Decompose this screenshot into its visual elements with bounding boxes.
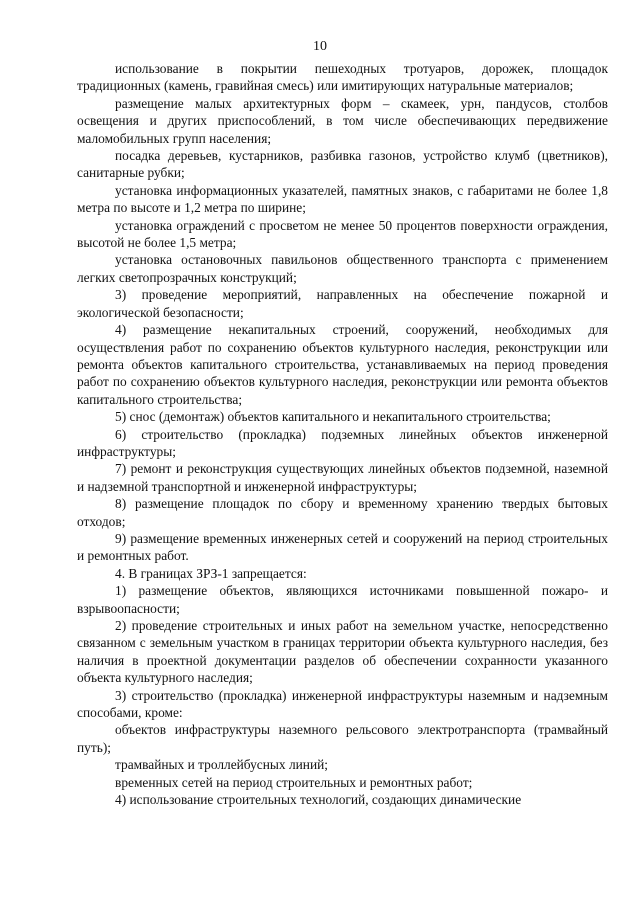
paragraph: трамвайных и троллейбусных линий; — [115, 757, 329, 773]
body-text — [77, 60, 608, 808]
paragraph: 7) ремонт и реконструкция существующих линейных объектов подземной, наземной и надземной транспортной и инженерной инфраструктуры; — [77, 461, 608, 494]
paragraph: установка остановочных павильонов общественного транспорта с применением легких светопрозрачных конструкций; — [77, 252, 608, 285]
paragraph: 4) размещение некапитальных строений, сооружений, необходимых для осуществления работ по сохранению объектов культурного наследия, реконструкции или ремонта объектов капитального строительства, устанавливаемых на период проведения работ по сохранению объектов культурного наследия, реконструкции или ремонта объектов капитального строительства; — [77, 322, 608, 407]
paragraph: объектов инфраструктуры наземного рельсового электротранспорта (трамвайный путь); — [77, 722, 608, 755]
paragraph: временных сетей на период строительных и ремонтных работ; — [115, 774, 473, 790]
paragraph: 1) размещение объектов, являющихся источниками повышенной пожаро- и взрывоопасности; — [77, 583, 608, 616]
paragraph: 5) снос (демонтаж) объектов капитального и некапитального строительства; — [115, 409, 551, 425]
paragraph: 3) проведение мероприятий, направленных на обеспечение пожарной и экологической безопасности; — [77, 287, 608, 320]
paragraph: 8) размещение площадок по сбору и временному хранению твердых бытовых отходов; — [77, 496, 608, 529]
paragraph: 2) проведение строительных и иных работ на земельном участке, непосредственно связанном с земельным участком в границах территории объекта культурного наследия, без наличия в проектной документации разделов об обеспечении сохранности указанного объекта культурного наследия; — [77, 618, 608, 686]
paragraph: размещение малых архитектурных форм – скамеек, урн, пандусов, столбов освещения и других приспособлений, в том числе обеспечивающих передвижение маломобильных групп населения; — [77, 95, 608, 146]
paragraph: 6) строительство (прокладка) подземных линейных объектов инженерной инфраструктуры; — [77, 426, 608, 459]
paragraph: посадка деревьев, кустарников, разбивка газонов, устройство клумб (цветников), санитарные рубки; — [77, 148, 608, 181]
section-heading: 4. В границах ЗРЗ-1 запрещается: — [115, 565, 307, 581]
paragraph: установка ограждений с просветом не менее 50 процентов поверхности ограждения, высотой не более 1,5 метра; — [77, 217, 608, 251]
paragraph: 4) использование строительных технологий, создающих динамические — [115, 792, 522, 808]
paragraph: 3) строительство (прокладка) инженерной инфраструктуры наземным и надземным способами, кроме: — [77, 687, 608, 721]
paragraph: использование в покрытии пешеходных тротуаров, дорожек, площадок традиционных (камень, гравийная смесь) или имитирующих натуральные материалов; — [77, 61, 608, 94]
paragraph: 9) размещение временных инженерных сетей и сооружений на период строительных и ремонтных работ. — [77, 530, 608, 564]
paragraph: установка информационных указателей, памятных знаков, с габаритами не более 1,8 метра по высоте и 1,2 метра по ширине; — [77, 182, 608, 216]
page-number: 10 — [313, 39, 327, 54]
